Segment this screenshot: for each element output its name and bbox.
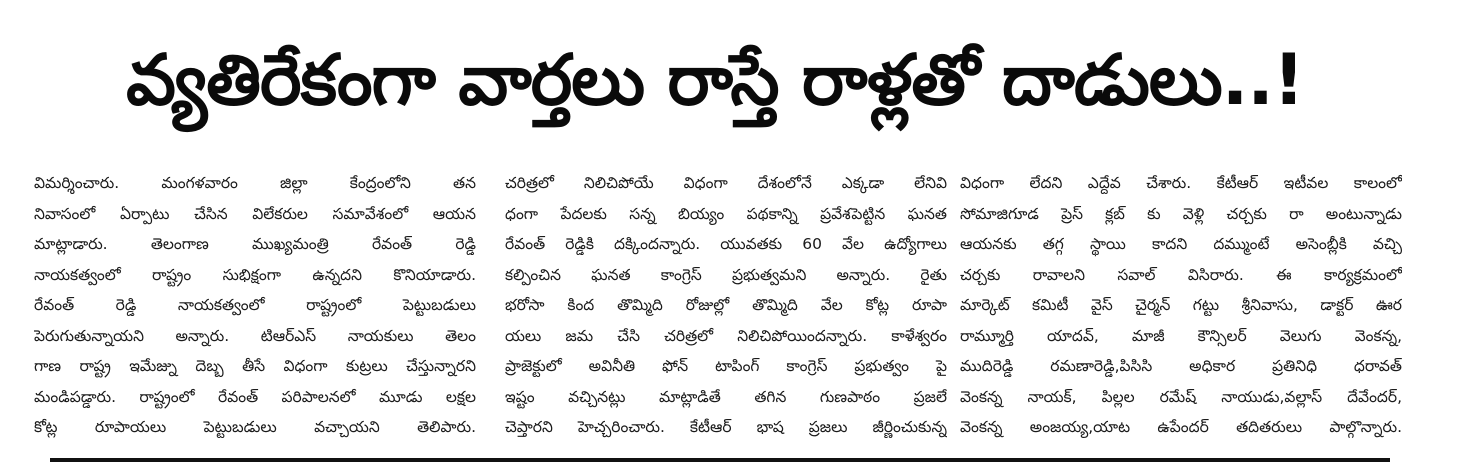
article-column-1 bbox=[34, 168, 476, 443]
text-line: మాట్లాడారు. తెలంగాణ ముఖ్యమంత్రి రేవంత్ రెడ్డి bbox=[34, 235, 476, 253]
text-line: మండిపడ్డారు. రాష్ట్రంలో రేవంత్ పరిపాలనలో మూడు లక్షల bbox=[34, 387, 476, 406]
text-line: చరిత్రలో నిలిచిపోయే విధంగా దేశంలోనే ఎక్కడా లేనివి bbox=[505, 174, 947, 192]
text-line: చర్చకు రావాలని సవాల్ విసిరారు. ఈ కార్యక్రమంలో bbox=[960, 265, 1402, 284]
text-line: కల్పించిన ఘనత కాంగ్రెస్ ప్రభుత్వమని అన్నారు. రైతు bbox=[505, 265, 947, 284]
text-line: ముదిరెడ్డి రమణారెడ్డి,పిసిసి అధికార ప్రతినిధి ధరావత్ bbox=[960, 357, 1402, 375]
text-line: గాణ రాష్ట్ర ఇమేజ్ను దెబ్బ తీసే విధంగా కుట్రలు చేస్తున్నారని bbox=[34, 357, 476, 375]
text-line: వెంకన్న అంజయ్య,యాట ఉపేందర్ తదితరులు పాల్గొన్నారు. bbox=[960, 418, 1402, 436]
text-line: ప్రాజెక్టులో అవినీతి ఫోన్ టాపింగ్ కాంగ్రెస్ ప్రభుత్వం పై bbox=[505, 357, 947, 375]
article-column-2 bbox=[505, 168, 947, 443]
text-line: మార్కెట్ కమిటీ వైస్ చైర్మన్ గట్టు శ్రీనివాసు, డాక్టర్ ఊర bbox=[960, 296, 1402, 314]
text-line: వెంకన్న నాయక్, పిల్లల రమేష్ నాయుడు,వల్లాస్ దేవేందర్, bbox=[960, 387, 1402, 406]
text-line: చెప్తారని హెచ్చరించారు. కేటీఆర్ భాష ప్రజలు జీర్ణించుకున్న bbox=[505, 418, 947, 436]
text-line: విమర్శించారు. మంగళవారం జిల్లా కేంద్రంలోని తన bbox=[34, 174, 476, 192]
text-line: ఆయనకు తగ్గ స్థాయి కాదని దమ్ముంటే అసెంబ్లీకి వచ్చి bbox=[960, 235, 1402, 253]
bottom-rule bbox=[50, 458, 1390, 462]
article-headline: వ్యతిరేకంగా వార్తలు రాస్తే రాళ్లతో దాడులు..! bbox=[126, 39, 1304, 121]
text-line: రేవంత్ రెడ్డికి దక్కిందన్నారు. యువతకు 60 వేల ఉద్యోగాలు bbox=[505, 235, 947, 253]
text-line: నాయకత్వంలో రాష్ట్రం సుభిక్షంగా ఉన్నదని కొనియాడారు. bbox=[34, 265, 476, 284]
text-line: పెరుగుతున్నాయని అన్నారు. టిఆర్ఎస్ నాయకులు తెలం bbox=[34, 326, 476, 345]
text-line: రామ్మూర్తి యాదవ్, మాజీ కౌన్సిలర్ వెలుగు వెంకన్న, bbox=[960, 326, 1402, 345]
text-line: ఇష్టం వచ్చినట్లు మాట్లాడితే తగిన గుణపాఠం ప్రజలే bbox=[505, 387, 947, 406]
text-line: సోమాజిగూడ ప్రెస్ క్లబ్ కు వెళ్లి చర్చకు రా అంటున్నాడు bbox=[960, 204, 1402, 223]
text-line: విధంగా లేదని ఎద్దేవ చేశారు. కేటీఆర్ ఇటీవల కాలంలో bbox=[960, 174, 1402, 192]
text-line: నివాసంలో ఏర్పాటు చేసిన విలేకరుల సమావేశంలో ఆయన bbox=[34, 204, 476, 223]
text-line: ధంగా పేదలకు సన్న బియ్యం పథకాన్ని ప్రవేశపెట్టిన ఘనత bbox=[505, 204, 947, 223]
article-body bbox=[34, 168, 1434, 438]
article-column-3 bbox=[960, 168, 1402, 443]
text-line: భరోసా కింద తొమ్మిది రోజుల్లో తొమ్మిది వేల కోట్ల రూపా bbox=[505, 296, 947, 314]
text-line: యలు జమ చేసి చరిత్రలో నిలిచిపోయిందన్నారు. కాళేశ్వరం bbox=[505, 326, 947, 345]
text-line: కోట్ల రూపాయలు పెట్టుబడులు వచ్చాయని తెలిపారు. bbox=[34, 418, 476, 436]
text-line: రేవంత్ రెడ్డి నాయకత్వంలో రాష్ట్రంలో పెట్టుబడులు bbox=[34, 296, 476, 314]
